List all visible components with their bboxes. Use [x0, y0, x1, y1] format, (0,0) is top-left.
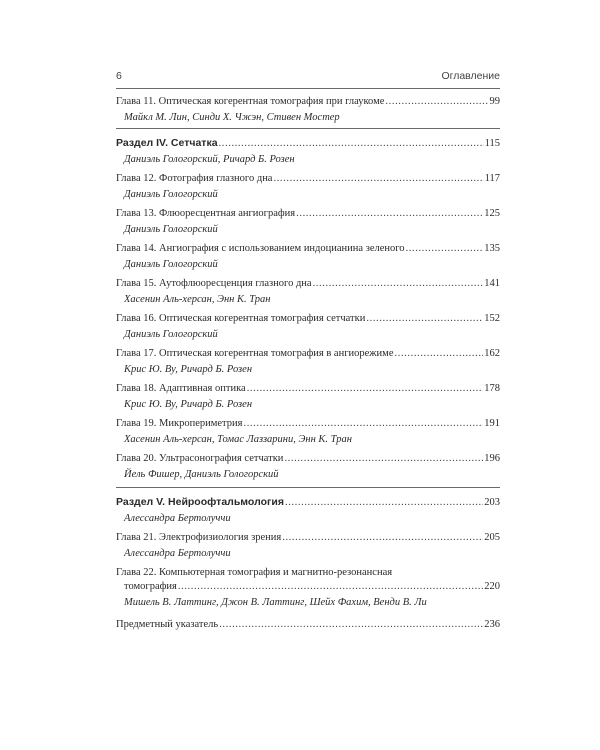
leader-dots [219, 619, 483, 631]
entry-page: 115 [484, 138, 500, 149]
leader-dots [243, 418, 483, 430]
entry-authors: Йель Фишер, Даниэль Гологорский [124, 469, 279, 480]
entry-page: 178 [484, 383, 500, 394]
leader-dots [178, 581, 483, 593]
entry-title: Глава 21. Электрофизиология зрения [116, 532, 282, 543]
toc-entry-chapter-11[interactable] [116, 96, 500, 124]
toc-line [116, 243, 500, 255]
page-number: 6 [116, 70, 122, 82]
entry-authors: Майкл М. Лин, Синди Х. Чжэн, Стивен Мостер [124, 112, 340, 123]
entry-title: Глава 19. Микропериметрия [116, 418, 243, 429]
leader-dots [285, 497, 483, 509]
entry-authors: Алессандра Бертолуччи [124, 548, 231, 559]
leader-dots [406, 243, 484, 255]
toc-entry-chapter-17[interactable] [116, 348, 500, 376]
entry-authors: Хасенин Аль-херсан, Энн К. Тран [124, 294, 271, 305]
entry-page: 205 [484, 532, 500, 543]
section-title: Раздел IV. Сетчатка [116, 137, 218, 149]
entry-page: 162 [484, 348, 500, 359]
section-title: Раздел V. Нейроофтальмология [116, 496, 284, 508]
entry-authors: Даниэль Гологорский, Ричард Б. Розен [124, 154, 295, 165]
entry-page: 141 [484, 278, 500, 289]
toc-entry-chapter-14[interactable] [116, 243, 500, 271]
entry-page: 196 [484, 453, 500, 464]
entry-title: Глава 16. Оптическая когерентная томография сетчатки [116, 313, 366, 324]
entry-authors: Алессандра Бертолуччи [124, 513, 231, 524]
entry-page: 135 [484, 243, 500, 254]
leader-dots [385, 96, 488, 108]
entry-title: Глава 22. Компьютерная томография и магнитно-резонансная [116, 567, 393, 578]
entry-title: Глава 20. Ультрасонография сетчатки [116, 453, 284, 464]
toc-line [116, 383, 500, 395]
toc-line [116, 173, 500, 185]
toc-line-first [116, 567, 500, 579]
entry-page: 236 [484, 619, 500, 630]
toc-entry-chapter-18[interactable] [116, 383, 500, 411]
entry-authors: Хасенин Аль-херсан, Томас Лаззарини, Энн К. Тран [124, 434, 352, 445]
toc-entry-chapter-20[interactable] [116, 453, 500, 481]
toc-line [116, 278, 500, 290]
entry-title: Глава 17. Оптическая когерентная томография в ангиорежиме [116, 348, 394, 359]
leader-dots [296, 208, 483, 220]
toc-line [116, 453, 500, 465]
toc-entry-chapter-21[interactable] [116, 532, 500, 560]
toc-line [116, 313, 500, 325]
entry-page: 125 [484, 208, 500, 219]
running-header [116, 70, 500, 86]
toc-entry-chapter-13[interactable] [116, 208, 500, 236]
entry-title: Глава 12. Фотография глазного дна [116, 173, 273, 184]
entry-title: Глава 18. Адаптивная оптика [116, 383, 246, 394]
leader-dots [219, 138, 484, 150]
leader-dots [273, 173, 483, 185]
leader-dots [284, 453, 483, 465]
entry-title: Глава 14. Ангиография с использованием индоцианина зеленого [116, 243, 405, 254]
entry-page: 191 [484, 418, 500, 429]
toc-entry-section-4[interactable] [116, 137, 500, 166]
toc-entry-section-5[interactable] [116, 496, 500, 525]
entry-title: Глава 13. Флюоресцентная ангиография [116, 208, 296, 219]
leader-dots [282, 532, 483, 544]
toc-line [116, 619, 500, 631]
toc-line [116, 496, 500, 509]
toc-entry-chapter-15[interactable] [116, 278, 500, 306]
toc-entry-chapter-22[interactable] [116, 567, 500, 609]
leader-dots [366, 313, 483, 325]
toc-entry-chapter-16[interactable] [116, 313, 500, 341]
leader-dots [394, 348, 483, 360]
entry-title: Глава 11. Оптическая когерентная томография при глаукоме [116, 96, 385, 107]
leader-dots [313, 278, 484, 290]
running-title: Оглавление [441, 70, 500, 82]
entry-page: 99 [489, 96, 500, 107]
entry-title: Предметный указатель [116, 619, 219, 630]
toc-entry-chapter-12[interactable] [116, 173, 500, 201]
toc-entry-index[interactable] [116, 619, 500, 631]
entry-authors: Крис Ю. Ву, Ричард Б. Розен [124, 364, 253, 375]
toc-line-continuation [116, 581, 500, 593]
entry-title-continuation: томография [124, 581, 177, 592]
entry-title: Глава 15. Аутофлюоресценция глазного дна [116, 278, 312, 289]
header-rule [116, 88, 500, 89]
toc-line [116, 96, 500, 108]
entry-page: 117 [484, 173, 500, 184]
toc-line [116, 208, 500, 220]
toc-line [116, 348, 500, 360]
entry-page: 152 [484, 313, 500, 324]
section-divider [116, 128, 500, 129]
toc-line [116, 532, 500, 544]
entry-authors: Даниэль Гологорский [124, 259, 218, 270]
entry-page: 203 [484, 497, 500, 508]
toc-line [116, 418, 500, 430]
entry-authors: Даниэль Гологорский [124, 189, 218, 200]
entry-authors: Мишель В. Латтинг, Джон В. Латтинг, Шейх Фахим, Венди В. Ли [124, 597, 427, 608]
entry-page: 220 [484, 581, 500, 592]
entry-authors: Даниэль Гологорский [124, 224, 218, 235]
toc-entry-chapter-19[interactable] [116, 418, 500, 446]
table-of-contents [116, 96, 500, 631]
entry-authors: Крис Ю. Ву, Ричард Б. Розен [124, 399, 253, 410]
section-divider [116, 487, 500, 488]
entry-authors: Даниэль Гологорский [124, 329, 218, 340]
leader-dots [247, 383, 484, 395]
toc-line [116, 137, 500, 150]
